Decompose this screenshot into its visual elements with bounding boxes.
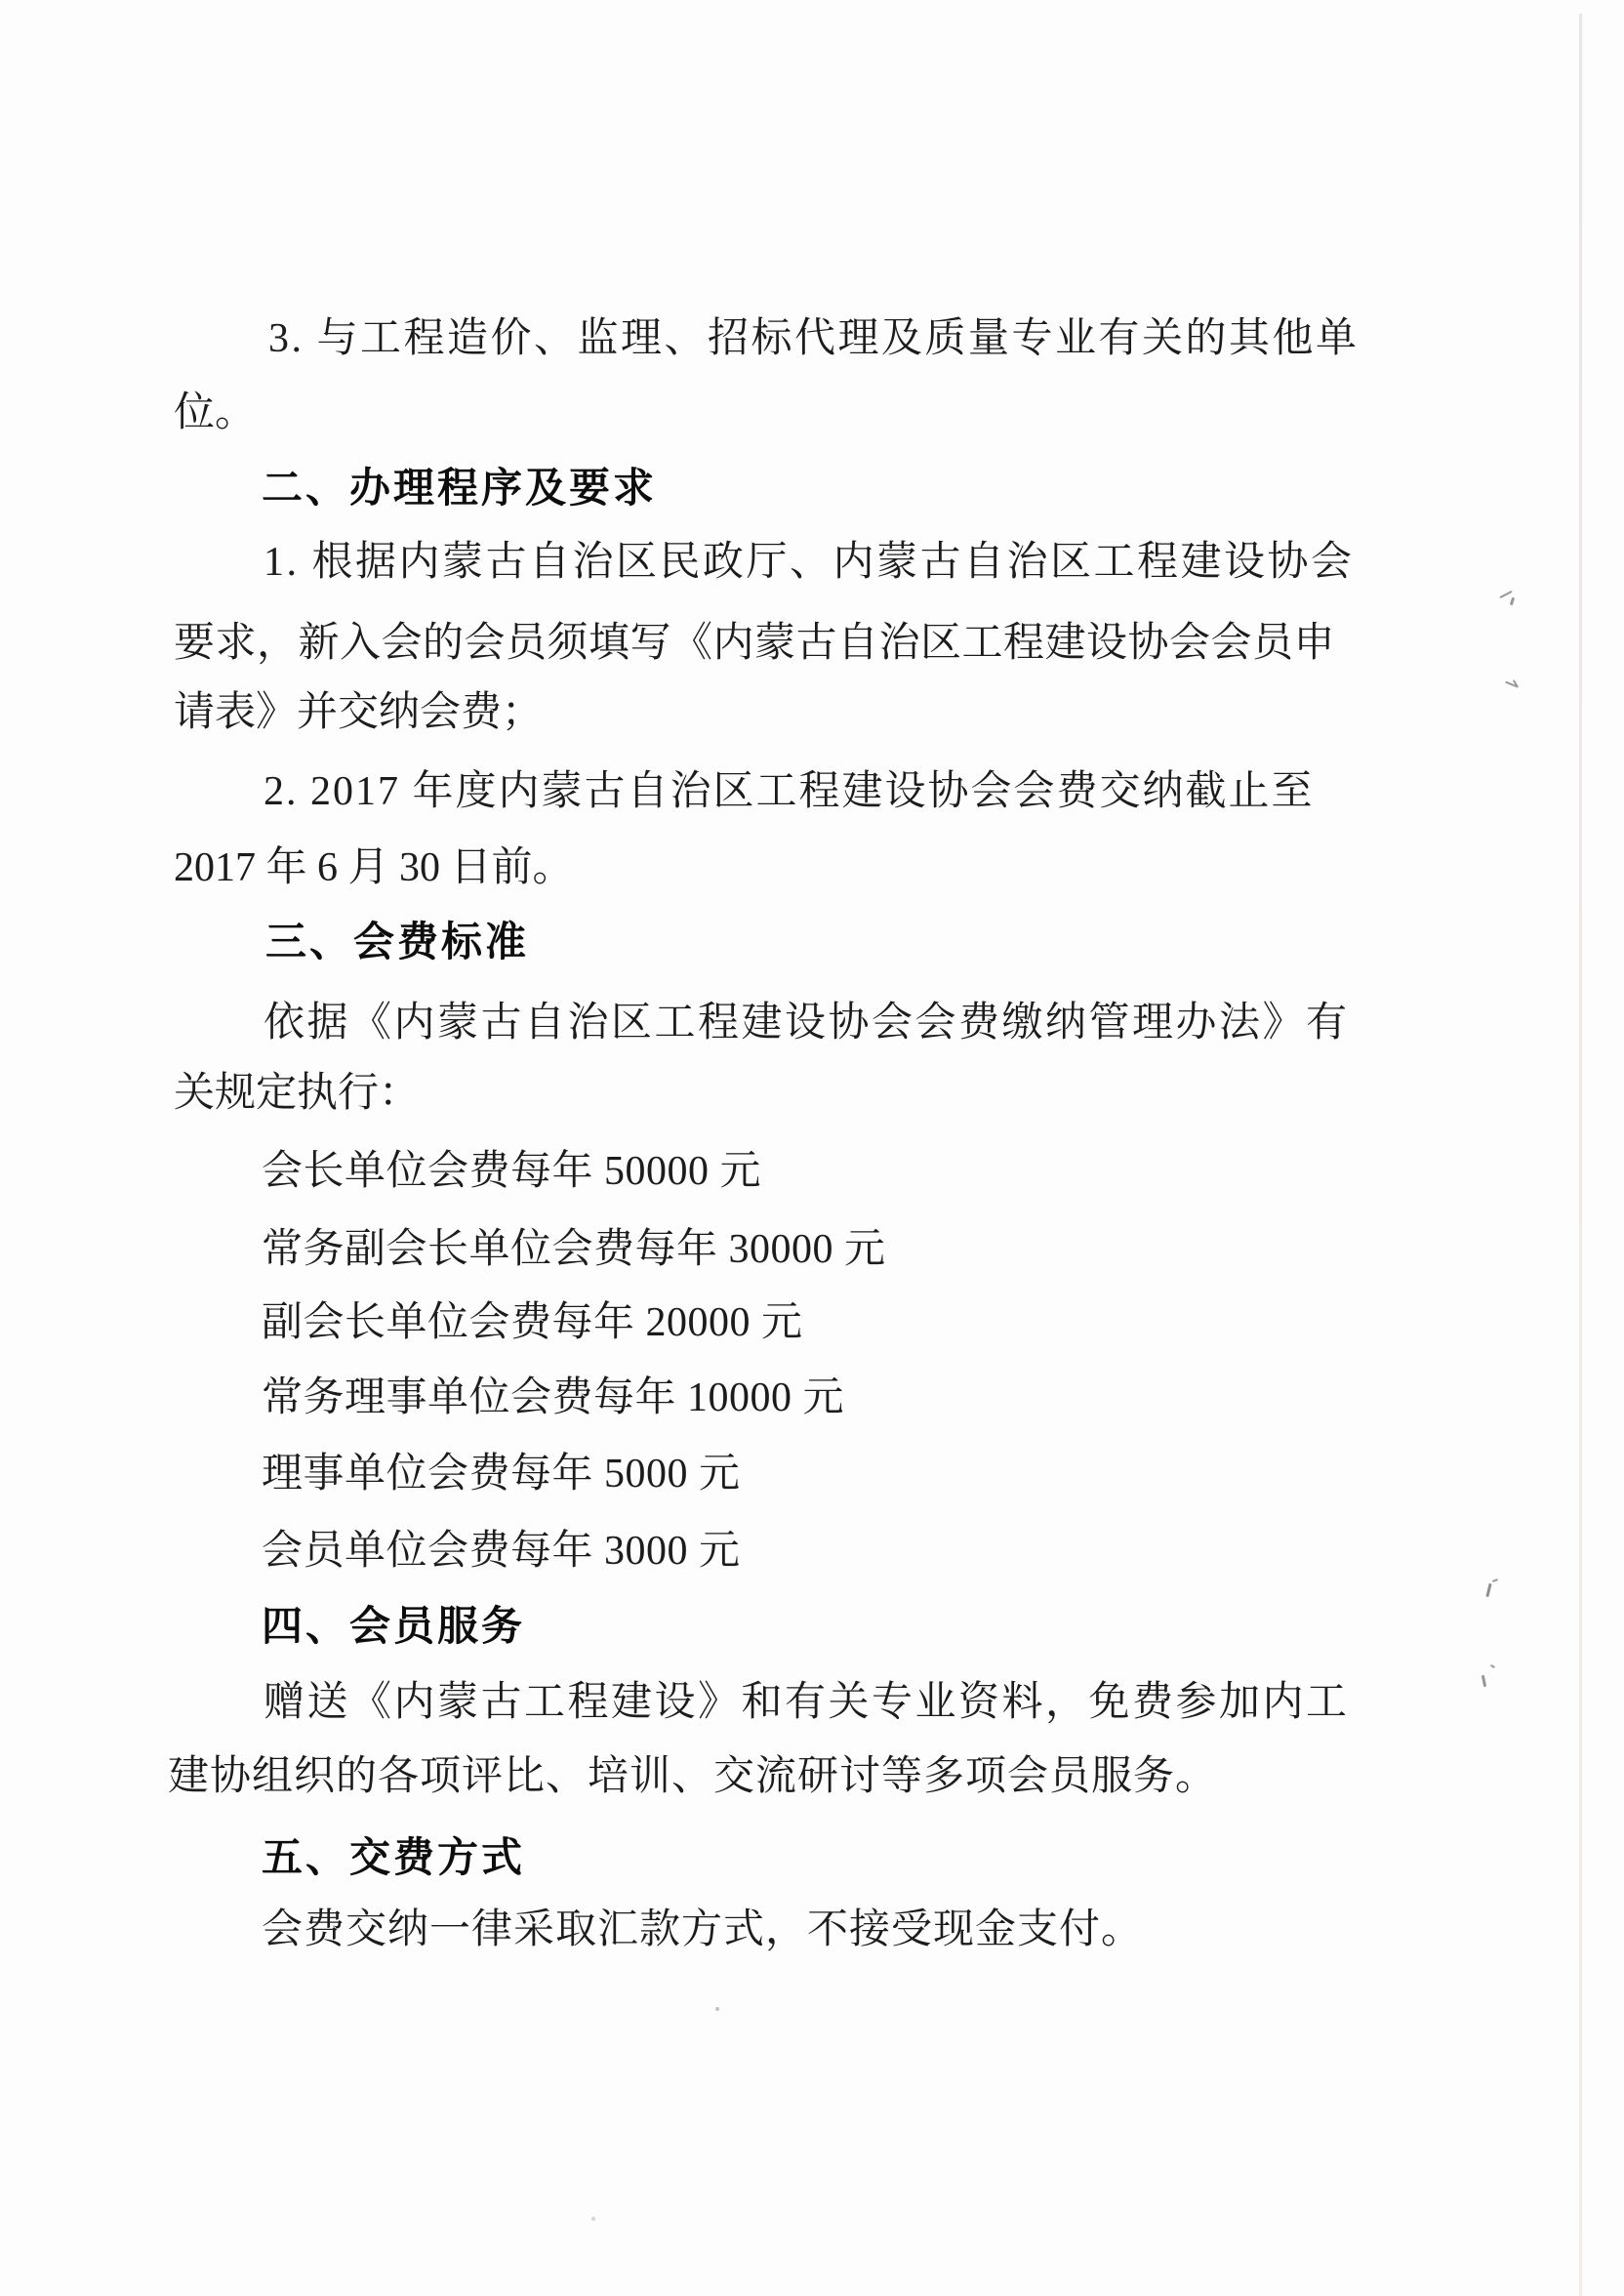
fee-line-vice-president: 副会长单位会费每年 20000 元 [262, 1300, 803, 1345]
body-line-9: 关规定执行： [174, 1071, 421, 1116]
body-line-10: 赠送《内蒙古工程建设》和有关专业资料，免费参加内工 [264, 1680, 1350, 1725]
body-line-1: 3. 与工程造价、监理、招标代理及质量专业有关的其他单 [268, 316, 1360, 361]
fee-line-executive-director: 常务理事单位会费每年 10000 元 [262, 1375, 845, 1420]
body-line-6: 2. 2017 年度内蒙古自治区工程建设协会会费交纳截止至 [264, 769, 1315, 814]
scan-dot-artifact [715, 2007, 719, 2011]
body-line-5: 请表》并交纳会费； [174, 690, 544, 735]
fee-line-member: 会员单位会费每年 3000 元 [262, 1529, 741, 1574]
fee-line-president: 会长单位会费每年 50000 元 [262, 1149, 762, 1194]
body-line-3: 1. 根据内蒙古自治区民政厅、内蒙古自治区工程建设协会 [264, 540, 1355, 585]
scan-speck-artifact [1510, 597, 1515, 606]
scan-speck-artifact [1499, 591, 1512, 598]
body-line-2: 位。 [174, 390, 257, 435]
scan-speck-artifact [1485, 1583, 1491, 1597]
scan-speck-artifact [1490, 1664, 1495, 1668]
section-heading-4: 四、会员服务 [262, 1603, 526, 1649]
scan-dot-artifact [591, 2217, 595, 2221]
scan-edge-line-artifact [1579, 14, 1582, 2296]
body-line-8: 依据《内蒙古自治区工程建设协会会费缴纳管理办法》有 [264, 1001, 1350, 1046]
section-heading-3: 三、会费标准 [265, 919, 530, 964]
fee-line-director: 理事单位会费每年 5000 元 [262, 1452, 741, 1496]
body-line-4: 要求，新入会的会员须填写《内蒙古自治区工程建设协会会员申 [174, 621, 1336, 666]
body-line-11: 建协组织的各项评比、培训、交流研讨等多项会员服务。 [168, 1754, 1218, 1799]
body-line-7: 2017 年 6 月 30 日前。 [174, 845, 574, 890]
fee-line-executive-vice-president: 常务副会长单位会费每年 30000 元 [262, 1227, 886, 1272]
section-heading-2: 二、办理程序及要求 [262, 465, 658, 511]
scan-speck-artifact [1482, 1675, 1486, 1687]
body-line-12: 会费交纳一律采取汇款方式，不接受现金支付。 [262, 1907, 1144, 1952]
section-heading-5: 五、交费方式 [262, 1834, 526, 1880]
scan-speck-artifact [1492, 1578, 1498, 1582]
